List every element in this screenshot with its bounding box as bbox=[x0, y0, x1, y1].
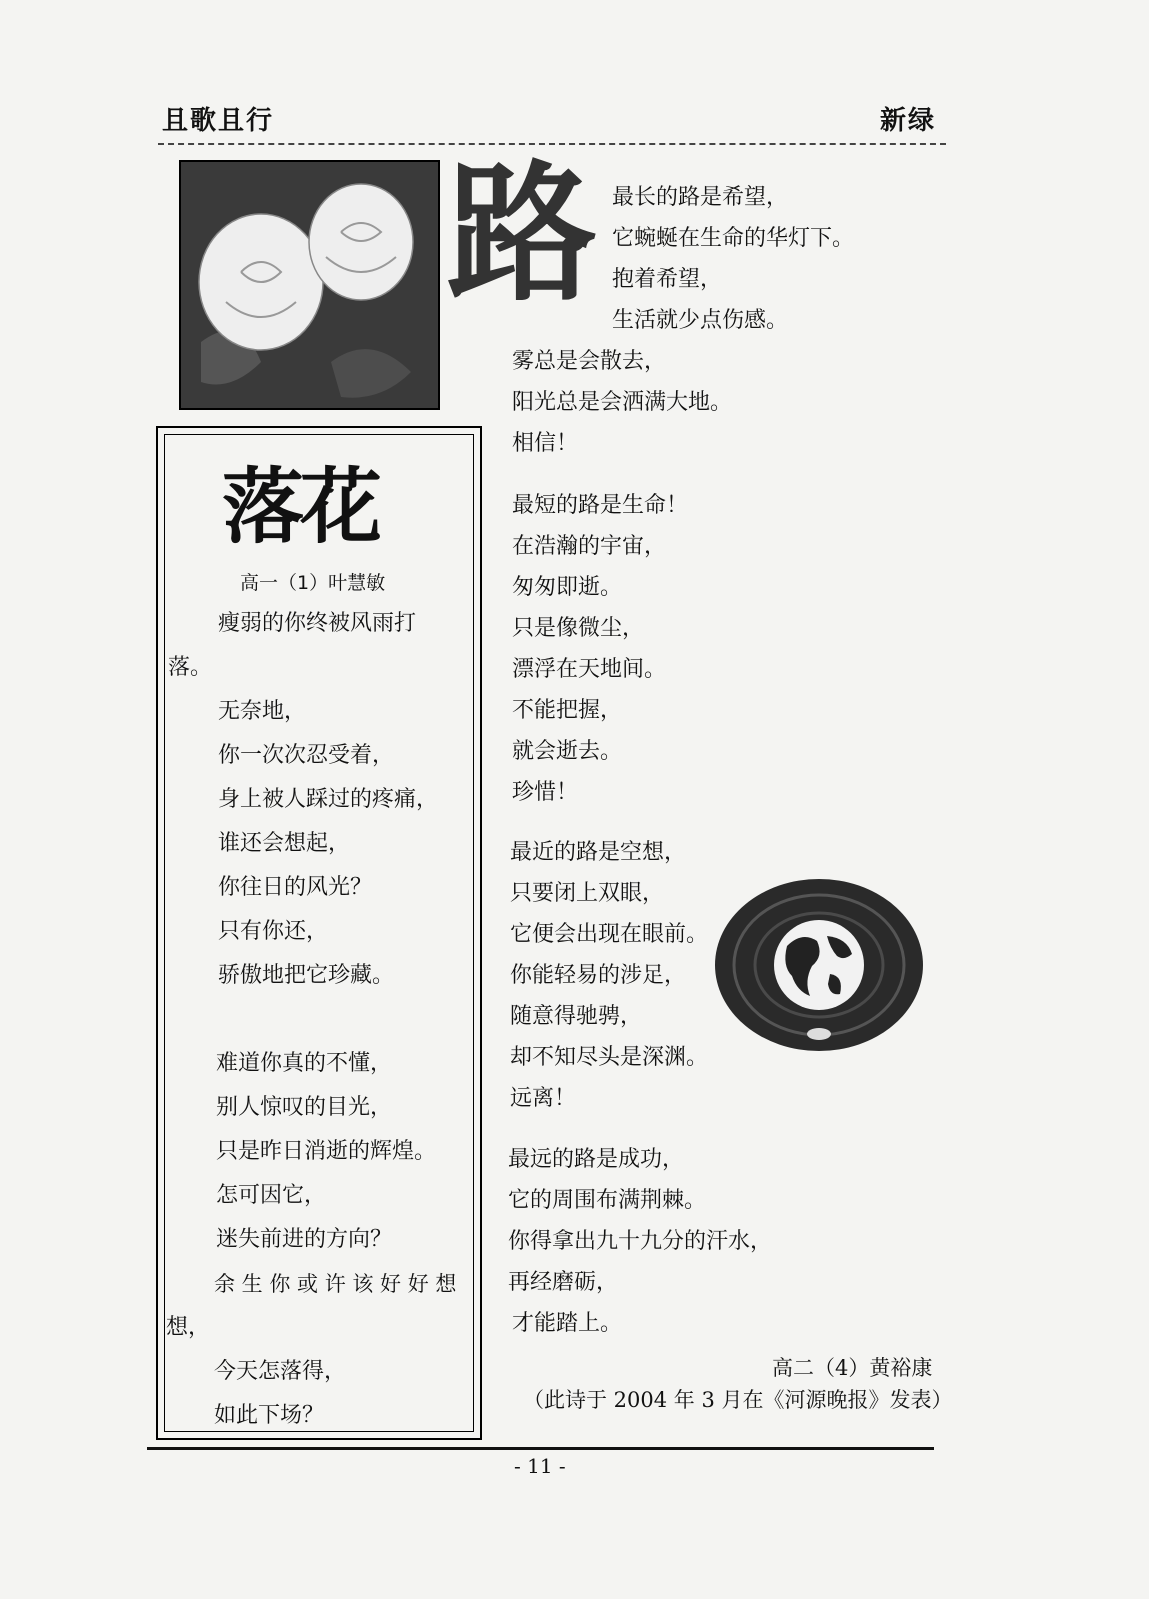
poem-line: 远离！ bbox=[510, 1086, 577, 1111]
publication-note: （此诗于 2004 年 3 月在《河源晚报》发表） bbox=[523, 1388, 953, 1412]
poem-line: 在浩瀚的宇宙， bbox=[512, 534, 667, 559]
poem-line: 漂浮在天地间。 bbox=[512, 657, 667, 682]
poem-line: 你一次次忍受着， bbox=[218, 743, 395, 768]
poem-line: 却不知尽头是深渊。 bbox=[510, 1045, 709, 1070]
poem-line: 它蜿蜒在生命的华灯下。 bbox=[612, 226, 855, 251]
poem-line: 你往日的风光？ bbox=[218, 875, 373, 900]
poem-line: 阳光总是会洒满大地。 bbox=[512, 390, 733, 415]
poem-line: 只要闭上双眼， bbox=[510, 881, 665, 906]
poem-line: 抱着希望， bbox=[612, 267, 723, 292]
poem-line: 就会逝去。 bbox=[512, 739, 623, 764]
poem-line: 想， bbox=[166, 1315, 211, 1340]
poem-line: 难道你真的不懂， bbox=[216, 1051, 393, 1076]
footer-divider bbox=[147, 1447, 934, 1450]
rose-illustration bbox=[179, 160, 440, 410]
poem-line: 匆匆即逝。 bbox=[512, 575, 623, 600]
poem-line: 谁还会想起， bbox=[218, 831, 351, 856]
poem-line: 生活就少点伤感。 bbox=[612, 308, 789, 333]
poem-title-luohua: 落花 bbox=[222, 460, 379, 555]
globe-illustration bbox=[712, 876, 926, 1054]
poem-line: 最近的路是空想， bbox=[510, 840, 687, 865]
poem-line: 再经磨砺， bbox=[508, 1270, 619, 1295]
poem-line: 身上被人踩过的疼痛， bbox=[218, 787, 439, 812]
poem-line: 迷失前进的方向？ bbox=[216, 1227, 393, 1252]
page-number: - 11 - bbox=[514, 1454, 566, 1478]
poem-line: 珍惜！ bbox=[512, 780, 579, 805]
header-left-title: 且歌且行 bbox=[162, 106, 275, 136]
header-divider bbox=[158, 143, 946, 145]
poem-line: 它的周围布满荆棘。 bbox=[508, 1188, 707, 1213]
poem-line: 瘦弱的你终被风雨打 bbox=[218, 611, 417, 636]
header-right-title: 新绿 bbox=[880, 106, 937, 136]
poem-line: 你能轻易的涉足， bbox=[510, 963, 687, 988]
poem-line: 只是像微尘， bbox=[512, 616, 645, 641]
poem-line: 不能把握， bbox=[512, 698, 623, 723]
poem-line: 才能踏上。 bbox=[512, 1311, 623, 1336]
poem-line: 如此下场？ bbox=[214, 1403, 325, 1428]
poem-line: 相信！ bbox=[512, 431, 579, 456]
poem-line: 只是昨日消逝的辉煌。 bbox=[216, 1139, 437, 1164]
poem-line: 余 生 你 或 许 该 好 好 想 bbox=[214, 1272, 457, 1296]
poem-line: 别人惊叹的目光， bbox=[216, 1095, 393, 1120]
poem-author: 高一（1）叶慧敏 bbox=[240, 572, 386, 594]
poem-line: 最短的路是生命！ bbox=[512, 493, 689, 518]
poem-line: 它便会出现在眼前。 bbox=[510, 922, 709, 947]
poem-line: 落。 bbox=[168, 655, 213, 680]
poem-line: 只有你还， bbox=[218, 919, 329, 944]
poem-byline: 高二（4）黄裕康 bbox=[772, 1356, 933, 1380]
poem-line: 你得拿出九十九分的汗水， bbox=[508, 1229, 773, 1254]
poem-line: 雾总是会散去， bbox=[512, 349, 667, 374]
poem-title-lu: 路 bbox=[446, 148, 597, 322]
poem-line: 无奈地， bbox=[218, 699, 307, 724]
poem-line: 最远的路是成功， bbox=[508, 1147, 685, 1172]
poem-line: 骄傲地把它珍藏。 bbox=[218, 963, 395, 988]
poem-line: 今天怎落得， bbox=[214, 1359, 347, 1384]
poem-line: 随意得驰骋， bbox=[510, 1004, 643, 1029]
poem-line: 最长的路是希望， bbox=[612, 185, 789, 210]
poem-line: 怎可因它， bbox=[216, 1183, 327, 1208]
